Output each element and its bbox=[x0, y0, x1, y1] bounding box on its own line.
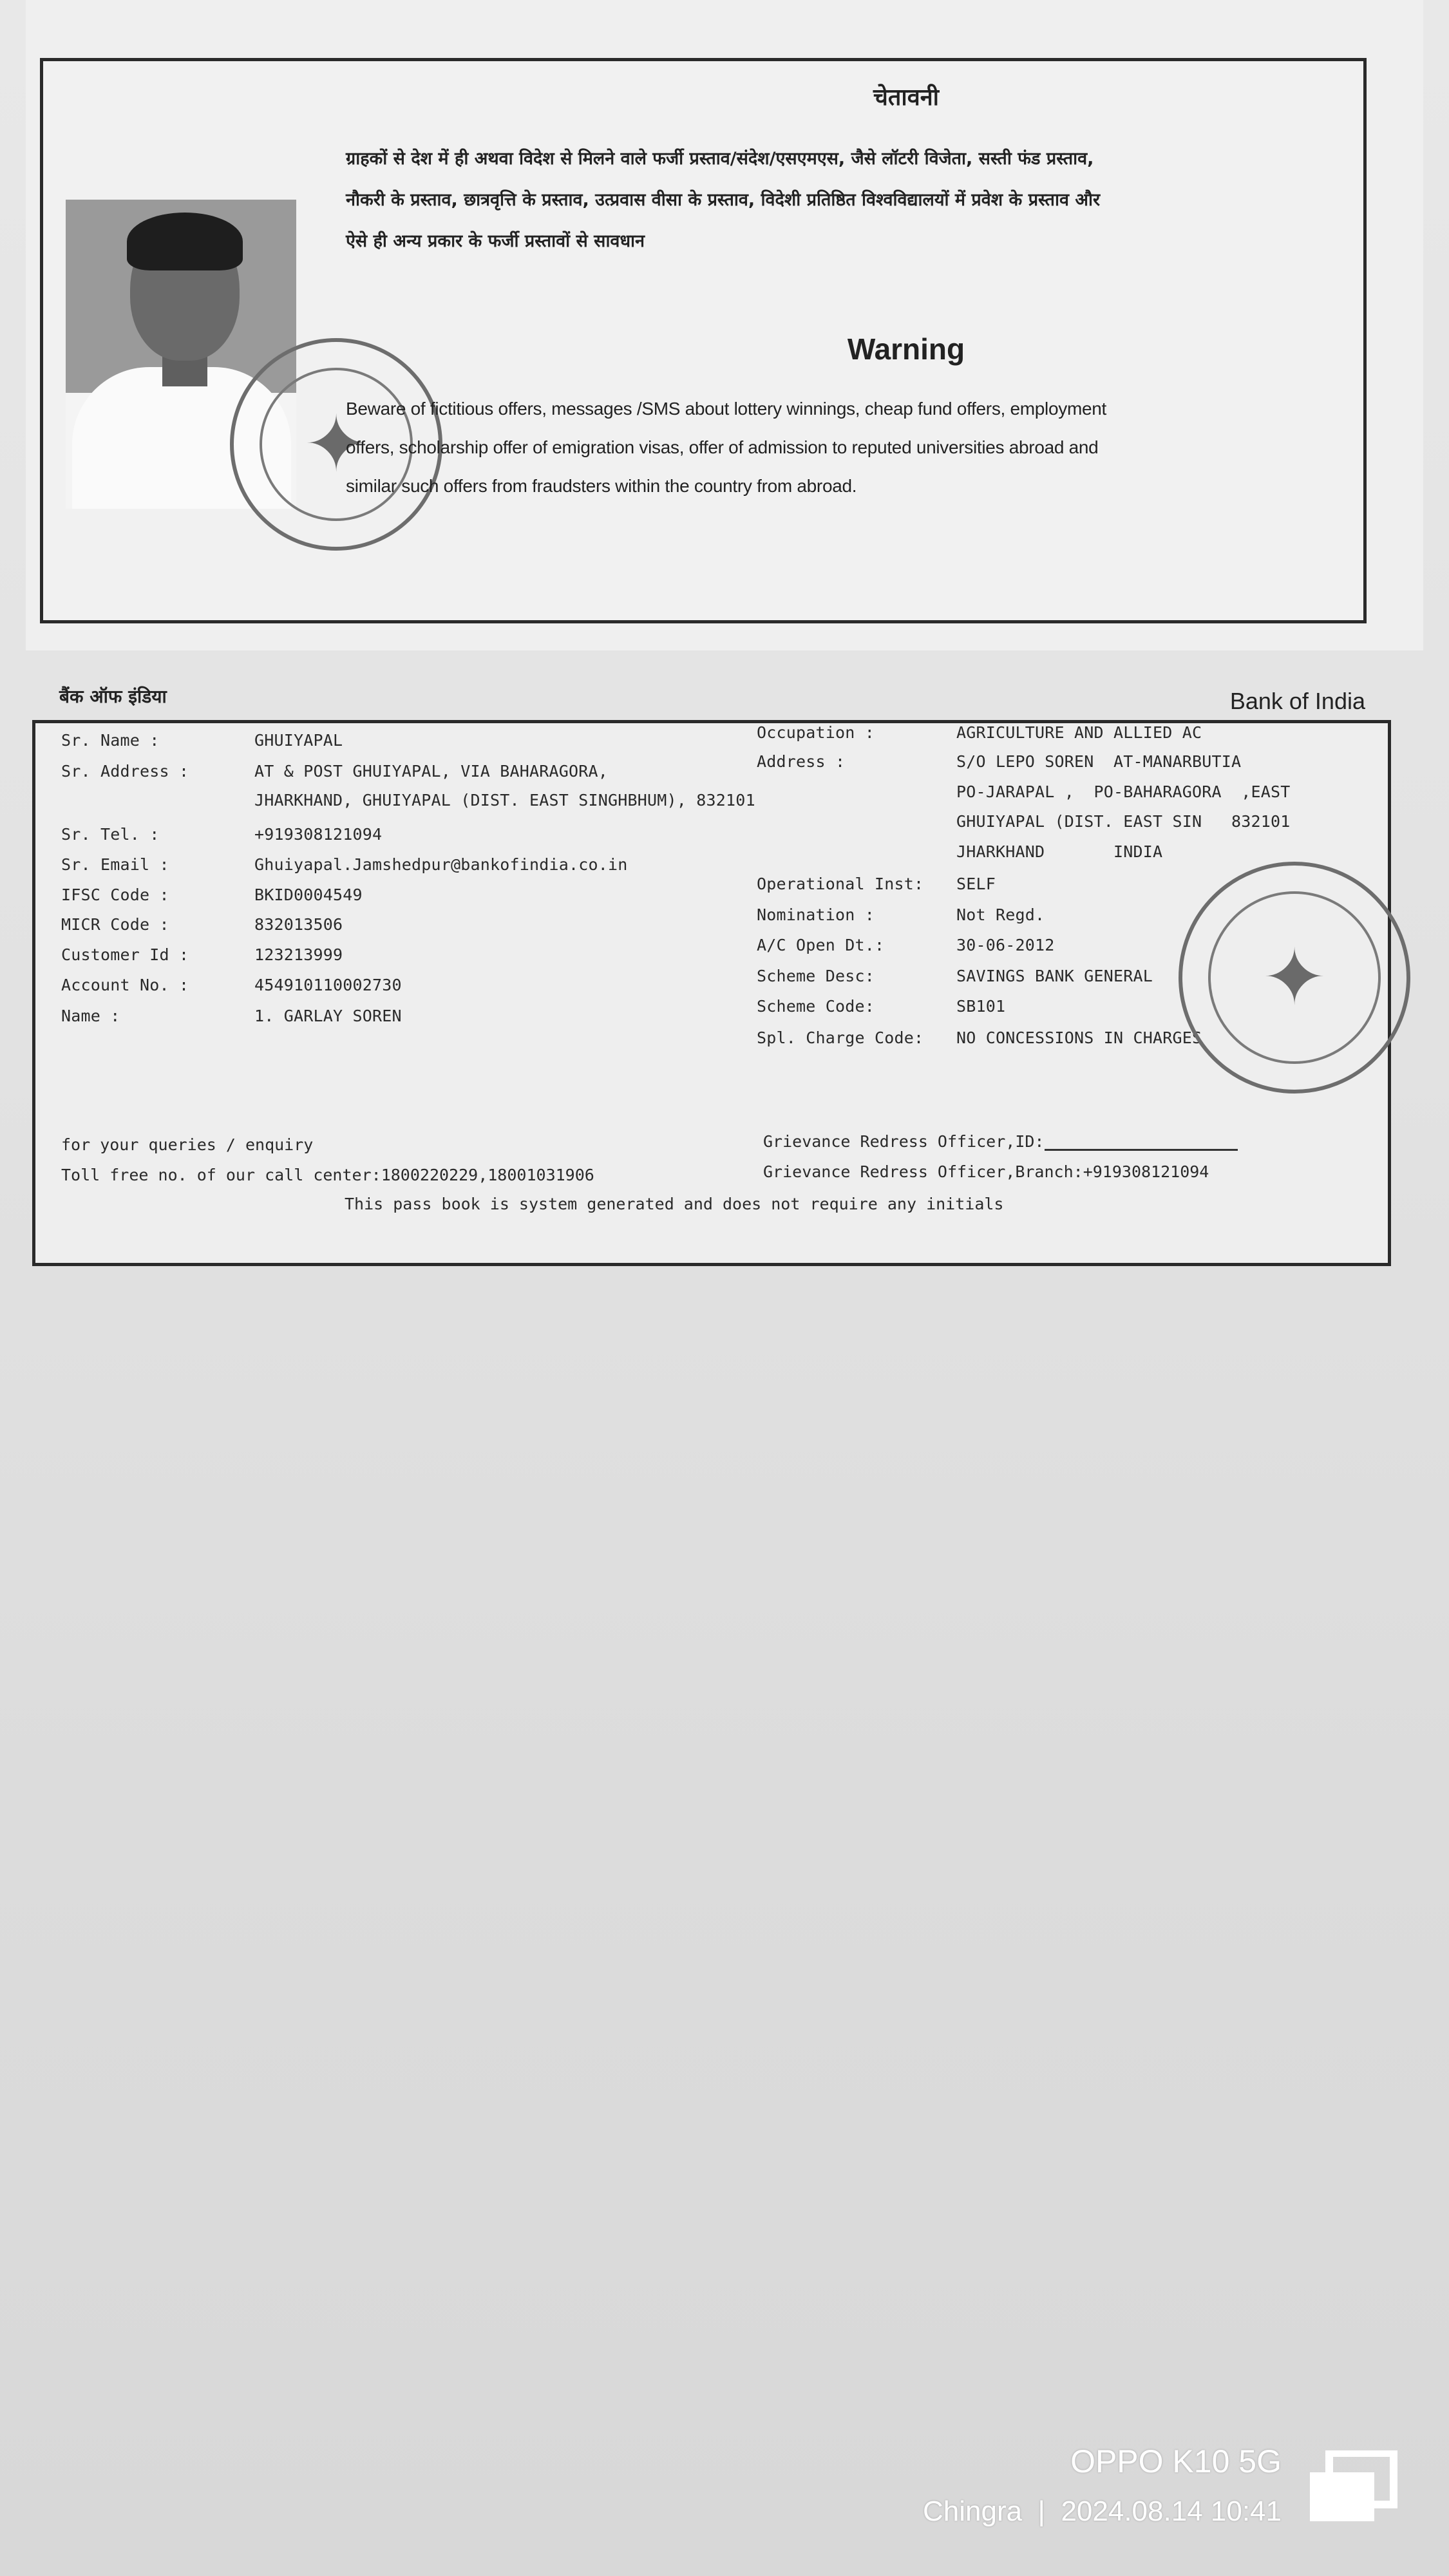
detail-value: SB101 bbox=[956, 997, 1006, 1016]
toll-free-text: Toll free no. of our call center:1800220229,18001031906 bbox=[61, 1166, 594, 1184]
detail-value: JHARKHAND, GHUIYAPAL (DIST. EAST SINGHBHUM), 832101 bbox=[254, 791, 755, 810]
watermark-separator: | bbox=[1030, 2496, 1054, 2527]
detail-label: Nomination : bbox=[757, 905, 875, 924]
detail-label: Scheme Desc: bbox=[757, 967, 875, 985]
detail-value: 1. GARLAY SOREN bbox=[254, 1007, 402, 1025]
watermark-location: Chingra bbox=[923, 2496, 1023, 2527]
detail-row bbox=[757, 875, 996, 893]
detail-row bbox=[757, 1028, 1202, 1047]
detail-value: GHUIYAPAL bbox=[254, 731, 343, 750]
detail-row bbox=[757, 997, 1005, 1016]
detail-row bbox=[61, 731, 343, 750]
detail-value: 832013506 bbox=[254, 915, 343, 934]
detail-row bbox=[61, 915, 343, 934]
detail-row bbox=[61, 976, 402, 994]
detail-value: 123213999 bbox=[254, 945, 343, 964]
warning-line: offers, scholarship offer of emigration visas, offer of admission to reputed universities abroad and bbox=[346, 437, 1099, 457]
detail-value: GHUIYAPAL (DIST. EAST SIN 832101 bbox=[956, 812, 1291, 831]
bank-hindi-name: बैंक ऑफ इंडिया bbox=[59, 686, 167, 707]
camera-watermark-device: OPPO K10 5G bbox=[1070, 2443, 1282, 2479]
detail-value: 30-06-2012 bbox=[956, 936, 1055, 954]
detail-row bbox=[757, 842, 1162, 861]
warning-line: similar such offers from fraudsters within the country from abroad. bbox=[346, 476, 857, 496]
detail-label: A/C Open Dt.: bbox=[757, 936, 885, 954]
camera-watermark-meta bbox=[773, 2496, 1282, 2528]
detail-row bbox=[757, 967, 1153, 985]
bank-name: Bank of India bbox=[1229, 688, 1365, 714]
system-generated-note: This pass book is system generated and does not require any initials bbox=[345, 1195, 1004, 1213]
detail-label: Account No. : bbox=[61, 976, 189, 994]
detail-label: Spl. Charge Code: bbox=[757, 1028, 924, 1047]
detail-value: AT & POST GHUIYAPAL, VIA BAHARAGORA, bbox=[254, 762, 609, 781]
detail-row bbox=[61, 1007, 402, 1025]
detail-value: JHARKHAND INDIA bbox=[956, 842, 1163, 861]
detail-label: Sr. Email : bbox=[61, 855, 169, 874]
detail-row bbox=[757, 723, 1202, 742]
detail-value: Ghuiyapal.Jamshedpur@bankofindia.co.in bbox=[254, 855, 628, 874]
grievance-id-row bbox=[763, 1132, 1238, 1151]
hindi-line: नौकरी के प्रस्ताव, छात्रवृत्ति के प्रस्ताव, उत्प्रवास वीसा के प्रस्ताव, विदेशी प्रतिष्ठित विश्वविद्यालयों में प्रवेश के प्रस्ताव और bbox=[346, 190, 1101, 210]
warning-line: Beware of fictitious offers, messages /SMS about lottery winnings, cheap fund offers, employment bbox=[346, 399, 1106, 419]
detail-value: NO CONCESSIONS IN CHARGES bbox=[956, 1028, 1202, 1047]
detail-row bbox=[61, 762, 608, 781]
grievance-id-text: Grievance Redress Officer,ID: bbox=[763, 1132, 1045, 1151]
blank-line bbox=[1045, 1136, 1238, 1151]
hindi-line: ऐसे ही अन्य प्रकार के फर्जी प्रस्तावों से सावधान bbox=[346, 231, 645, 251]
detail-value: SAVINGS BANK GENERAL bbox=[956, 967, 1153, 985]
detail-row bbox=[757, 782, 1291, 801]
detail-value: AGRICULTURE AND ALLIED AC bbox=[956, 723, 1202, 742]
hindi-warning-title: चेतावनी bbox=[873, 84, 940, 111]
detail-value: +919308121094 bbox=[254, 825, 383, 844]
warning-text bbox=[346, 390, 1360, 506]
detail-value: 454910110002730 bbox=[254, 976, 402, 994]
detail-row bbox=[757, 812, 1291, 831]
detail-value: S/O LEPO SOREN AT-MANARBUTIA bbox=[956, 752, 1242, 771]
detail-row bbox=[61, 886, 363, 904]
detail-label: IFSC Code : bbox=[61, 886, 169, 904]
detail-row bbox=[757, 936, 1055, 954]
warning-panel bbox=[40, 58, 1367, 623]
hindi-line: ग्राहकों से देश में ही अथवा विदेश से मिलने वाले फर्जी प्रस्ताव/संदेश/एसएमएस, जैसे लॉटरी विजेता, सस्ती फंड प्रस्ताव, bbox=[346, 149, 1094, 169]
detail-label: Address : bbox=[757, 752, 846, 771]
grievance-branch-text: Grievance Redress Officer,Branch:+919308121094 bbox=[763, 1162, 1209, 1181]
queries-text: for your queries / enquiry bbox=[61, 1135, 314, 1154]
detail-row bbox=[61, 945, 343, 964]
detail-row bbox=[757, 905, 1045, 924]
detail-value: SELF bbox=[956, 875, 996, 893]
detail-label: Scheme Code: bbox=[757, 997, 875, 1016]
detail-row bbox=[61, 791, 755, 810]
detail-row bbox=[757, 752, 1241, 771]
bank-seal-icon: ✦ bbox=[1179, 862, 1410, 1094]
detail-label: Occupation : bbox=[757, 723, 875, 742]
hindi-warning-text bbox=[346, 138, 1350, 262]
detail-value: BKID0004549 bbox=[254, 886, 363, 904]
watermark-datetime: 2024.08.14 10:41 bbox=[1061, 2496, 1282, 2527]
detail-label: Sr. Address : bbox=[61, 762, 189, 781]
detail-label: MICR Code : bbox=[61, 915, 169, 934]
detail-row bbox=[61, 855, 628, 874]
detail-label: Sr. Tel. : bbox=[61, 825, 160, 844]
detail-label: Operational Inst: bbox=[757, 875, 924, 893]
camera-logo-icon bbox=[1307, 2450, 1397, 2524]
detail-value: Not Regd. bbox=[956, 905, 1045, 924]
warning-title: Warning bbox=[847, 332, 965, 366]
detail-label: Name : bbox=[61, 1007, 120, 1025]
detail-row bbox=[61, 825, 382, 844]
detail-value: PO-JARAPAL , PO-BAHARAGORA ,EAST bbox=[956, 782, 1291, 801]
detail-label: Sr. Name : bbox=[61, 731, 160, 750]
bank-seal-icon: ✦ bbox=[230, 338, 442, 551]
detail-label: Customer Id : bbox=[61, 945, 189, 964]
